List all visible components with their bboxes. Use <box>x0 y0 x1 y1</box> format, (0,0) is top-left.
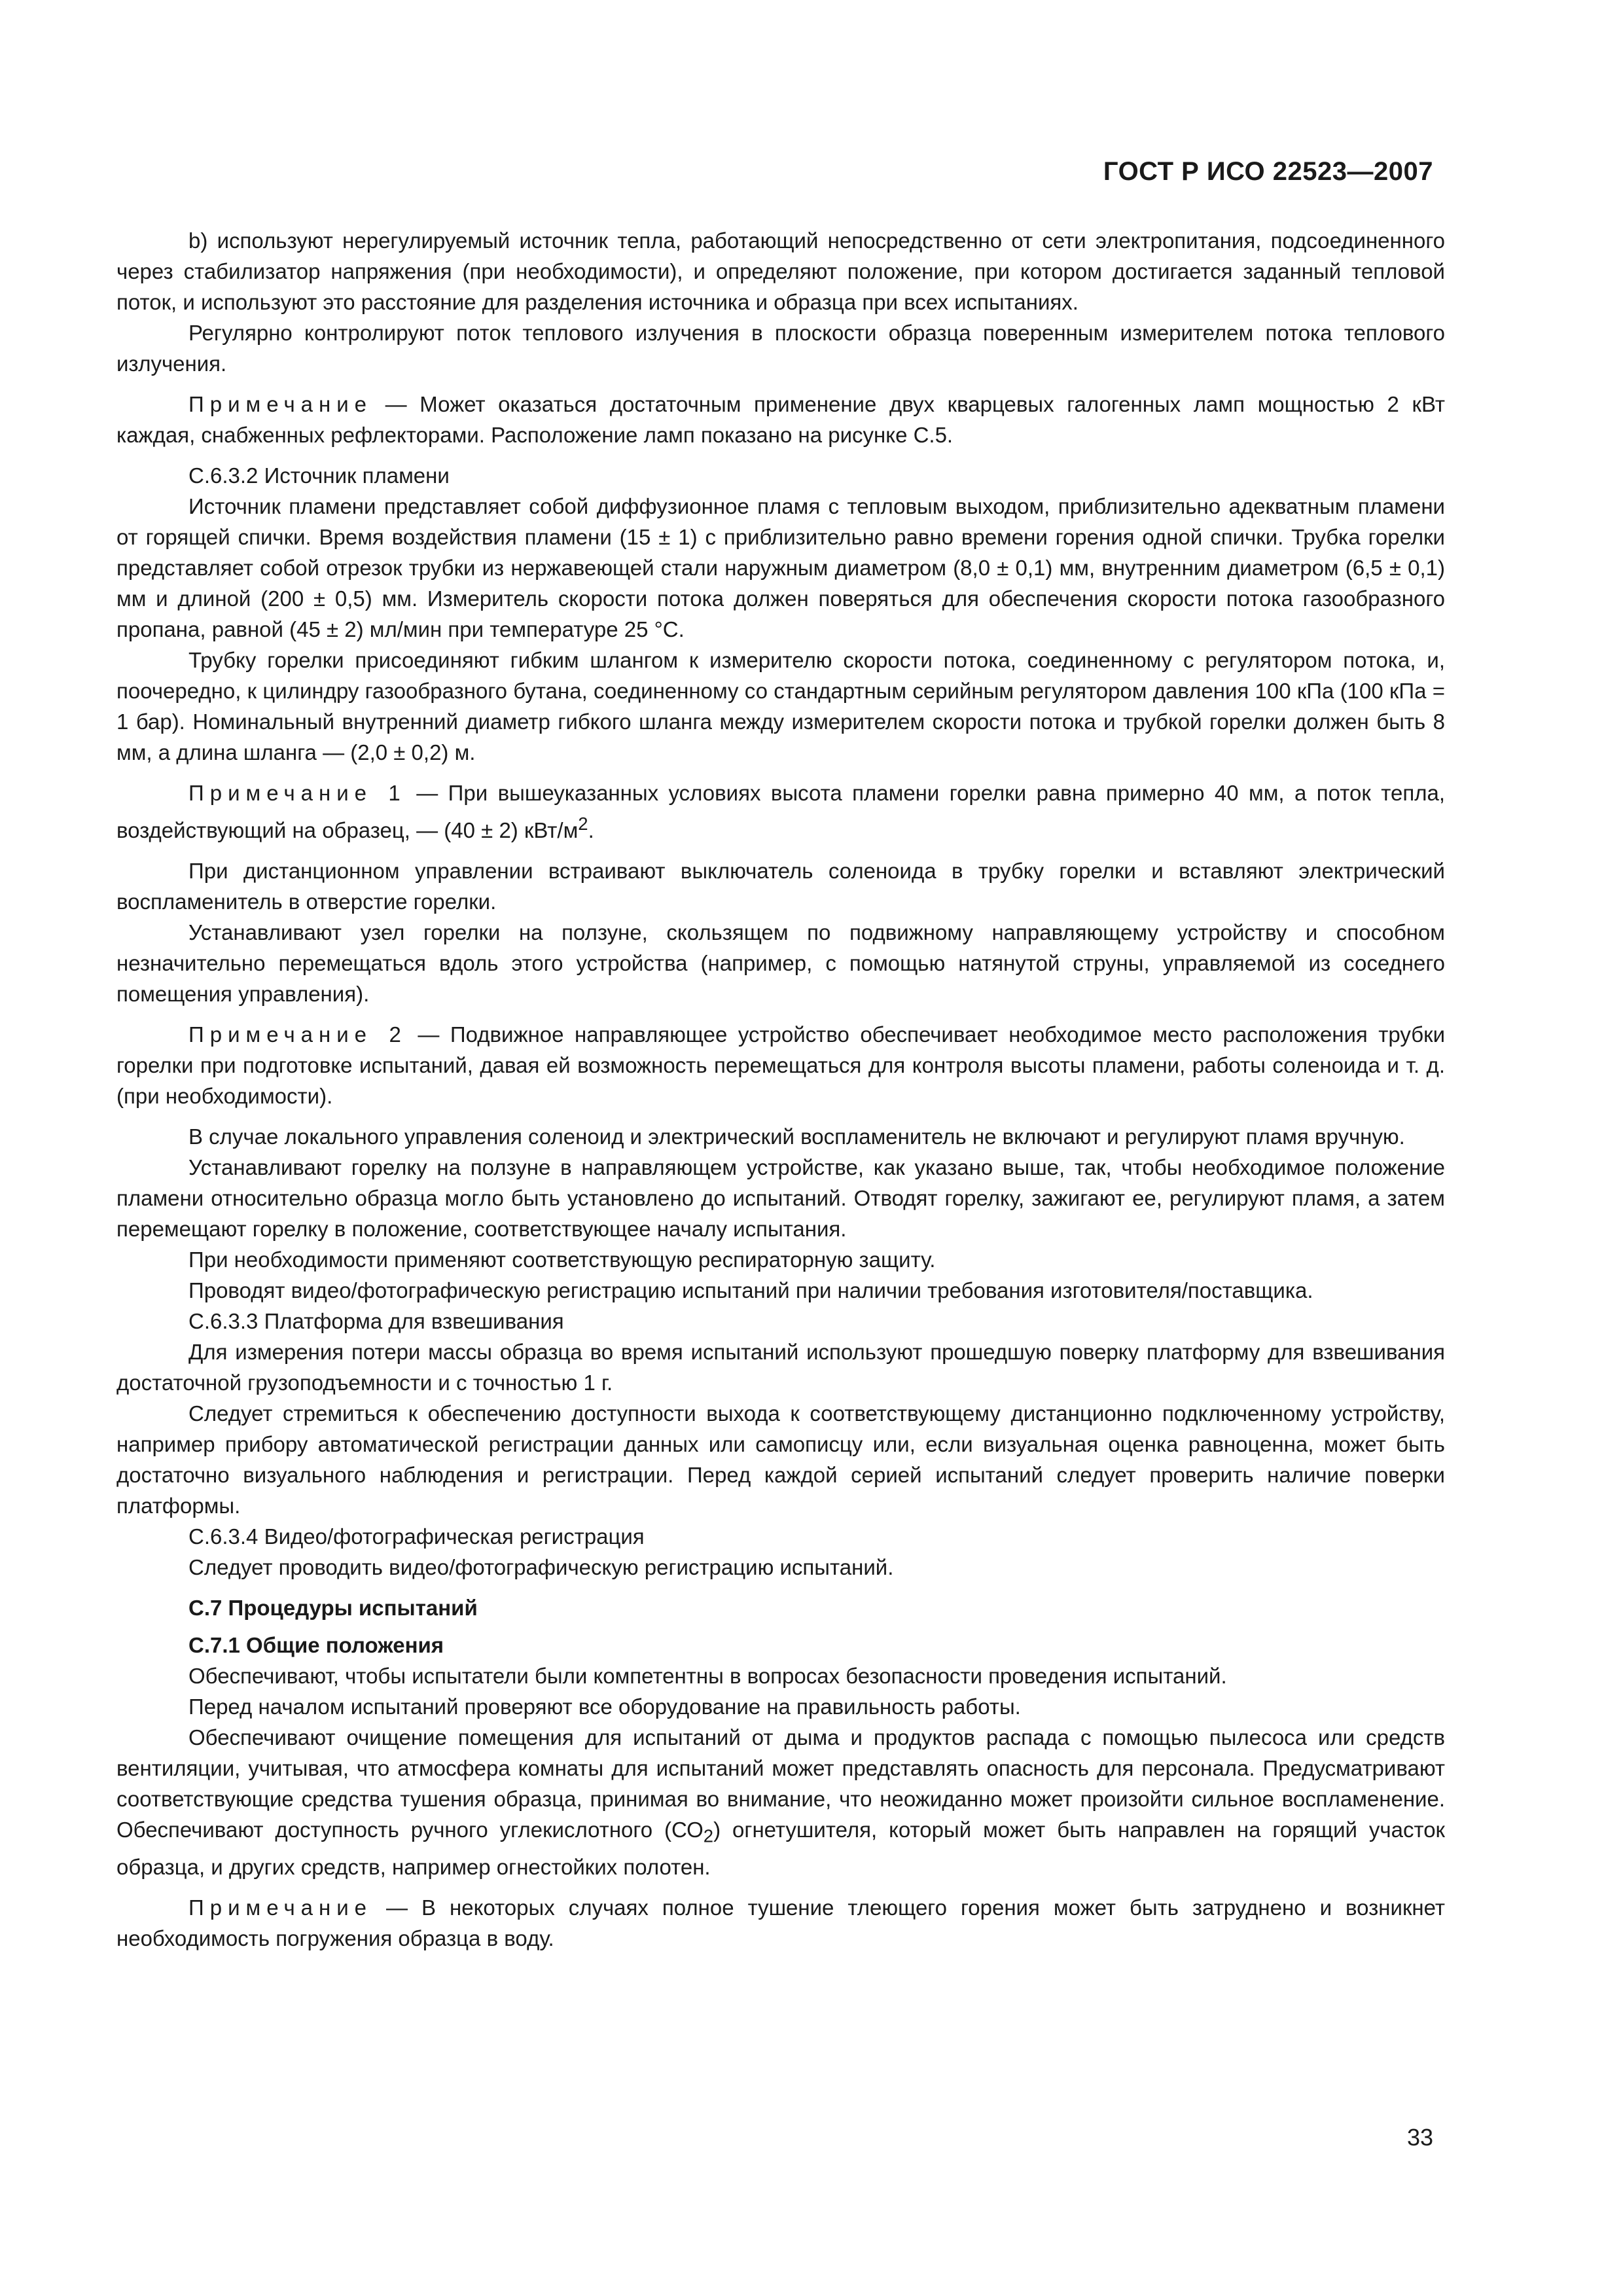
paragraph: Перед началом испытаний проверяют все оборудование на правильность работы. <box>188 1695 1021 1719</box>
note <box>116 778 1445 846</box>
paragraph: Следует стремиться к обеспечению доступности выхода к соответствующему дистанционно подключенному устройству, например прибору автоматической регистрации данных или самописцу или, если визуальная оценка равноценна, может быть достаточно визуального наблюдения и регистрации. Перед каждой серией испытаний следует проверить наличие поверки платформы. <box>116 1401 1445 1518</box>
subsection-title: С.6.3.3 Платформа для взвешивания <box>188 1309 564 1333</box>
section-title: С.7 Процедуры испытаний <box>188 1596 478 1620</box>
paragraph: Трубку горелки присоединяют гибким шлангом к измерителю скорости потока, соединенному с регулятором потока, и, поочередно, к цилиндру газообразного бутана, соединенному со стандартным серийным регулятором давления 100 кПа (100 кПа = 1 бар). Номинальный внутренний диаметр гибкого шланга между измерителем скорости потока и трубкой горелки должен быть 8 мм, а длина шланга — (2,0 ± 0,2) м. <box>116 648 1445 764</box>
note <box>116 1892 1445 1954</box>
paragraph: Следует проводить видео/фотографическую регистрацию испытаний. <box>188 1555 894 1579</box>
note-label: Примечание <box>188 392 373 416</box>
note-text: — Может оказаться достаточным применение двух кварцевых галогенных ламп мощностью 2 кВт каждая, снабженных рефлекторами. Расположение ламп показано на рисунке С.5. <box>116 392 1445 447</box>
paragraph: b) используют нерегулируемый источник тепла, работающий непосредственно от сети электропитания, подсоединенного через стабилизатор напряжения (при необходимости), и определяют положение, при котором достигается заданный тепловой поток, и используют это расстояние для разделения источника и образца при всех испытаниях. <box>116 228 1445 314</box>
paragraph: Обеспечивают, чтобы испытатели были компетентны в вопросах безопасности проведения испытаний. <box>188 1664 1227 1688</box>
text-run: ) огнетушителя, который может быть направлен на горящий участок образца, и других средств, например огнестойких полотен. <box>116 1818 1445 1879</box>
paragraph: Устанавливают горелку на ползуне в направляющем устройстве, как указано выше, так, чтобы необходимое положение пламени относительно образца могло быть установлено до испытаний. Отводят горелку, зажигают ее, регулируют пламя, а затем перемещают горелку в положение, соответствующее началу испытания. <box>116 1155 1445 1241</box>
subsection-title: С.6.3.4 Видео/фотографическая регистрация <box>188 1524 645 1549</box>
subsection-title: С.6.3.2 Источник пламени <box>188 463 450 488</box>
note-end: . <box>588 818 594 842</box>
note-label: Примечание 1 <box>188 781 406 805</box>
subsection-title: С.7.1 Общие положения <box>188 1633 444 1657</box>
paragraph: Устанавливают узел горелки на ползуне, скользящем по подвижному направляющему устройству и способном незначительно перемещаться вдоль этого устройства (например, с помощью натянутой струны, управляемой из соседнего помещения управления). <box>116 920 1445 1006</box>
document-header-title: ГОСТ Р ИСО 22523—2007 <box>1103 157 1433 186</box>
paragraph: Регулярно контролируют поток теплового излучения в плоскости образца поверенным измерителем потока теплового излучения. <box>116 321 1445 376</box>
paragraph: Для измерения потери массы образца во время испытаний используют прошедшую поверку платформу для взвешивания достаточной грузоподъемности и с точностью 1 г. <box>116 1340 1445 1395</box>
paragraph: При необходимости применяют соответствующую респираторную защиту. <box>188 1247 936 1272</box>
note-label: Примечание 2 <box>188 1022 407 1047</box>
note-text: — Подвижное направляющее устройство обеспечивает необходимое место расположения трубки горелки при подготовке испытаний, давая ей возможность перемещаться для контроля высоты пламени, работы соленоида и т. д. (при необходимости). <box>116 1022 1446 1108</box>
text-run: Обеспечивают очищение помещения для испытаний от дыма и продуктов распада с помощью пылесоса или средств вентиляции, учитывая, что атмосфера комнаты для испытаний может представлять опасность для персонала. Предусматривают соответствующие средства тушения образца, принимая во внимание, что неожиданно может произойти сильное воспламенение. Обеспечивают доступность ручного углекислотного (СО <box>116 1725 1445 1842</box>
paragraph: При дистанционном управлении встраивают выключатель соленоида в трубку горелки и вставляют электрический воспламенитель в отверстие горелки. <box>116 859 1445 914</box>
paragraph: Проводят видео/фотографическую регистрацию испытаний при наличии требования изготовителя/поставщика. <box>188 1278 1313 1302</box>
paragraph <box>116 1722 1445 1882</box>
note <box>116 389 1445 450</box>
note-text: — При вышеуказанных условиях высота пламени горелки равна примерно 40 мм, а поток тепла, воздействующий на образец, — (40 ± 2) кВт/м <box>116 781 1445 842</box>
page-number: 33 <box>1406 2124 1433 2151</box>
note-text: — В некоторых случаях полное тушение тлеющего горения может быть затруднено и возникнет необходимость погружения образца в воду. <box>116 1895 1445 1950</box>
note <box>116 1019 1445 1111</box>
note-label: Примечание <box>188 1895 373 1920</box>
superscript: 2 <box>578 814 588 834</box>
paragraph: Источник пламени представляет собой диффузионное пламя с тепловым выходом, приблизительно адекватным пламени от горящей спички. Время воздействия пламени (15 ± 1) с приблизительно равно времени горения одной спички. Трубка горелки представляет собой отрезок трубки из нержавеющей стали наружным диаметром (8,0 ± 0,1) мм, внутренним диаметром (6,5 ± 0,1) мм и длиной (200 ± 0,5) мм. Измеритель скорости потока должен поверяться для обеспечения скорости потока газообразного пропана, равной (45 ± 2) мл/мин при температуре 25 °С. <box>116 494 1445 641</box>
subscript: 2 <box>703 1825 714 1846</box>
paragraph: В случае локального управления соленоид и электрический воспламенитель не включают и регулируют пламя вручную. <box>188 1124 1405 1149</box>
document-body <box>116 225 1445 1954</box>
